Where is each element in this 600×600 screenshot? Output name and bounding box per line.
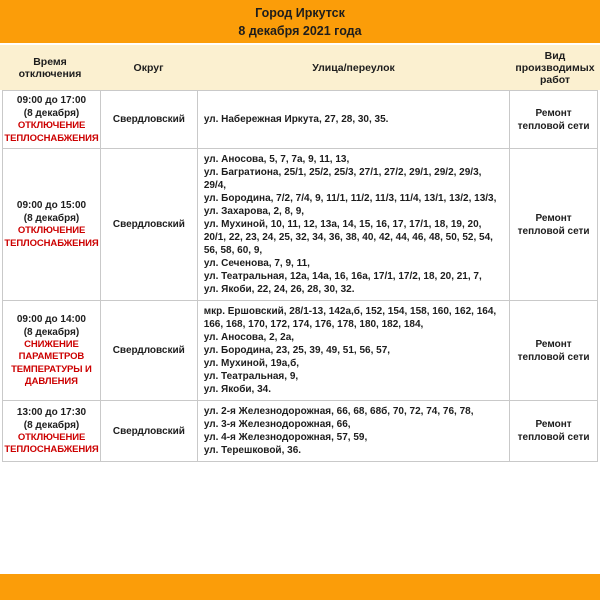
time-cell — [3, 91, 101, 149]
time-range: 09:00 до 17:00 — [16, 95, 87, 106]
outage-status: ОТКЛЮЧЕНИЕ ТЕПЛОСНАБЖЕНИЯ — [4, 225, 99, 249]
district-name: Свердловский — [112, 425, 185, 437]
district-cell — [101, 301, 198, 401]
street-line: ул. Аносова, 2, 2а, — [203, 332, 295, 343]
street-line: мкр. Ершовский, 28/1-13, 142а,б, 152, 154, 158, 160, 162, 164, 166, 168, 170, 172, 174, 176, 178, 180, 182, 184, — [203, 306, 497, 330]
column-header-street: Улица/переулок — [312, 61, 395, 74]
column-header-time: Время отключения — [18, 55, 82, 80]
street-line: ул. Терешковой, 36. — [203, 445, 302, 456]
street-line: ул. Якоби, 22, 24, 26, 28, 30, 32. — [203, 284, 355, 295]
street-line: ул. 2-я Железнодорожная, 66, 68, 68б, 70, 72, 74, 76, 78, — [203, 406, 474, 417]
outage-status: СНИЖЕНИЕ ПАРАМЕТРОВ ТЕМПЕРАТУРЫ И ДАВЛЕНИЯ — [11, 338, 92, 387]
street-line: ул. Бородина, 7/2, 7/4, 9, 11/1, 11/2, 11/3, 11/4, 13/1, 13/2, 13/3, — [203, 193, 497, 204]
table-row — [3, 401, 598, 462]
table-body — [2, 90, 598, 462]
district-cell — [101, 149, 198, 301]
table-header-row — [0, 45, 600, 90]
district-cell — [101, 91, 198, 149]
outage-status: ОТКЛЮЧЕНИЕ ТЕПЛОСНАБЖЕНИЯ — [4, 120, 99, 144]
table-row — [3, 91, 598, 149]
work-type: Ремонт тепловой сети — [517, 107, 590, 132]
street-line: ул. 3-я Железнодорожная, 66, — [203, 419, 351, 430]
table-row — [3, 149, 598, 301]
street-line: ул. Бородина, 23, 25, 39, 49, 51, 56, 57, — [203, 345, 391, 356]
work-cell — [510, 401, 598, 462]
work-cell — [510, 91, 598, 149]
street-line: ул. Сеченова, 7, 9, 11, — [203, 258, 310, 269]
work-type: Ремонт тепловой сети — [517, 419, 590, 443]
time-range: 09:00 до 14:00 — [16, 313, 86, 325]
time-cell — [3, 401, 101, 462]
district-cell — [101, 401, 198, 462]
work-cell — [510, 301, 598, 401]
column-header-district: Округ — [133, 61, 164, 74]
street-line: ул. Театральная, 9, — [203, 371, 299, 382]
footer-banner — [0, 574, 600, 600]
street-line: ул. Якоби, 34. — [203, 384, 271, 395]
time-date: (8 декабря) — [23, 213, 80, 224]
outage-status: ОТКЛЮЧЕНИЕ ТЕПЛОСНАБЖЕНИЯ — [4, 431, 99, 455]
time-range: 13:00 до 17:30 — [16, 406, 87, 418]
time-date: (8 декабря) — [23, 326, 80, 338]
street-line: ул. Аносова, 5, 7, 7а, 9, 11, 13, — [203, 154, 350, 165]
work-type: Ремонт тепловой сети — [517, 212, 590, 237]
streets-cell — [198, 401, 510, 462]
page-date: 8 декабря 2021 года — [238, 23, 362, 38]
time-date: (8 декабря) — [23, 108, 80, 119]
street-line: ул. Багратиона, 25/1, 25/2, 25/3, 27/1, 27/2, 29/1, 29/2, 29/3, 29/4, — [203, 167, 482, 191]
street-line: ул. 4-я Железнодорожная, 57, 59, — [203, 432, 368, 443]
street-line: ул. Мухиной, 19а,б, — [203, 358, 300, 369]
title-banner — [0, 0, 600, 43]
time-range: 09:00 до 15:00 — [16, 200, 87, 211]
streets-cell — [198, 301, 510, 401]
time-cell — [3, 301, 101, 401]
column-header-work: Вид производимых работ — [515, 49, 595, 86]
table-row — [3, 301, 598, 401]
district-name: Свердловский — [112, 345, 185, 356]
page-title: Город Иркутск — [255, 5, 345, 20]
district-name: Свердловский — [112, 114, 185, 125]
time-date: (8 декабря) — [23, 419, 80, 431]
streets-cell — [198, 149, 510, 301]
work-cell — [510, 149, 598, 301]
streets-cell — [198, 91, 510, 149]
street-line: ул. Театральная, 12а, 14а, 16, 16а, 17/1, 17/2, 18, 20, 21, 7, — [203, 271, 482, 282]
district-name: Свердловский — [112, 219, 185, 230]
street-line: ул. Набережная Иркута, 27, 28, 30, 35. — [203, 114, 389, 125]
street-line: ул. Мухиной, 10, 11, 12, 13а, 14, 15, 16, 17, 17/1, 18, 19, 20, 20/1, 22, 23, 24, 25, 32, 34, 36, 38, 40, 42, 44, 46, 48, 50, 52, 54, 56, 58, 60, 9, — [203, 219, 493, 256]
time-cell — [3, 149, 101, 301]
work-type: Ремонт тепловой сети — [517, 338, 590, 363]
street-line: ул. Захарова, 2, 8, 9, — [203, 206, 305, 217]
